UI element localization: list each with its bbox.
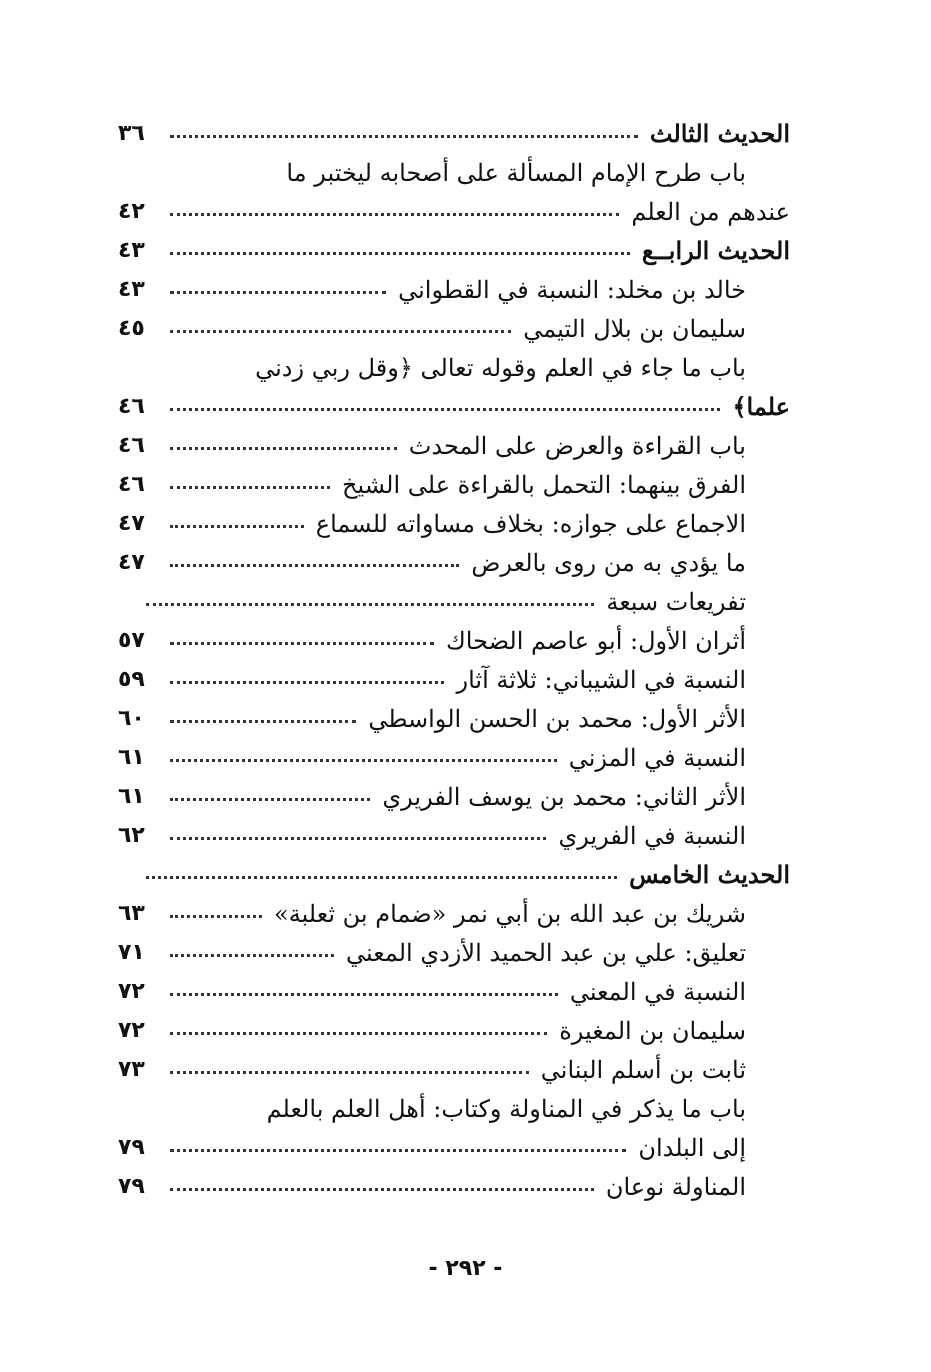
toc-entry-page-number: ٦٠ — [118, 706, 145, 731]
toc-entry — [118, 739, 790, 778]
toc-entry-title: تعليق: علي بن عبد الحميد الأزدي المعني — [346, 939, 746, 967]
table-of-contents — [118, 115, 790, 1207]
dot-leader — [170, 519, 304, 528]
toc-entry — [118, 349, 790, 388]
dot-leader — [170, 1065, 529, 1074]
toc-entry — [118, 232, 790, 271]
toc-entry-title: خالد بن مخلد: النسبة في القطواني — [398, 276, 746, 304]
toc-entry — [118, 778, 790, 817]
toc-entry-title: شريك بن عبد الله بن أبي نمر «ضمام بن ثعلبة» — [274, 900, 746, 928]
dot-leader — [170, 207, 619, 216]
toc-entry-page-number: ٤٧ — [118, 550, 145, 575]
toc-entry-title: النسبة في المزني — [568, 744, 746, 772]
toc-entry — [118, 700, 790, 739]
dot-leader — [170, 675, 444, 684]
toc-entry-title: سليمان بن المغيرة — [559, 1017, 746, 1045]
toc-entry-page-number: ٤٧ — [118, 511, 145, 536]
toc-entry-title: باب ما يذكر في المناولة وكتاب: أهل العلم بالعلم — [266, 1095, 746, 1123]
toc-entry-title: إلى البلدان — [638, 1134, 746, 1162]
toc-entry — [118, 115, 790, 154]
toc-entry — [118, 973, 790, 1012]
dot-leader — [170, 714, 356, 723]
toc-entry-title: عندهم من العلم — [631, 198, 790, 226]
toc-entry-page-number: ٤٢ — [118, 199, 145, 224]
toc-entry-title: باب طرح الإمام المسألة على أصحابه ليختبر ما — [286, 159, 746, 187]
toc-entry — [118, 505, 790, 544]
toc-entry-title: النسبة في الفريري — [558, 822, 746, 850]
dot-leader — [146, 870, 617, 879]
toc-entry-title: الحديث الثالث — [649, 119, 790, 148]
toc-entry — [118, 856, 790, 895]
dot-leader — [170, 636, 434, 645]
toc-entry — [118, 388, 790, 427]
toc-entry-page-number: ٧٢ — [118, 1018, 145, 1043]
dot-leader — [170, 441, 397, 450]
toc-entry-title: المناولة نوعان — [605, 1173, 746, 1201]
toc-entry — [118, 1012, 790, 1051]
toc-entry — [118, 544, 790, 583]
dot-leader — [170, 753, 557, 762]
toc-entry — [118, 583, 790, 622]
toc-entry — [118, 427, 790, 466]
toc-entry-title: أثران الأول: أبو عاصم الضحاك — [446, 627, 746, 655]
dot-leader — [170, 792, 370, 801]
dot-leader — [170, 480, 330, 489]
toc-entry-title: باب ما جاء في العلم وقوله تعالى ﴿وقل ربي زدني — [255, 354, 746, 382]
toc-entry-title: باب القراءة والعرض على المحدث — [408, 432, 746, 460]
toc-entry — [118, 310, 790, 349]
toc-entry-page-number: ٤٦ — [118, 394, 145, 419]
toc-entry-title: علما﴾ — [732, 392, 790, 421]
toc-entry-title: ما يؤدي به من روى بالعرض — [471, 549, 746, 577]
dot-leader — [170, 558, 459, 567]
toc-entry — [118, 1051, 790, 1090]
toc-entry-title: الحديث الخامس — [629, 860, 790, 889]
toc-entry-title: الاجماع على جوازه: بخلاف مساواته للسماع — [315, 510, 746, 538]
toc-entry — [118, 1090, 790, 1129]
toc-entry — [118, 661, 790, 700]
toc-entry-title: النسبة في المعني — [569, 978, 746, 1006]
toc-entry-page-number: ٥٩ — [118, 667, 145, 692]
toc-entry-page-number: ٤٥ — [118, 316, 145, 341]
toc-entry-title: الأثر الأول: محمد بن الحسن الواسطي — [368, 705, 746, 733]
toc-entry — [118, 271, 790, 310]
dot-leader — [170, 129, 638, 138]
dot-leader — [170, 909, 262, 918]
toc-entry-page-number: ٤٣ — [118, 238, 145, 263]
dot-leader — [170, 285, 386, 294]
dot-leader — [146, 597, 594, 606]
toc-entry — [118, 193, 790, 232]
dot-leader — [170, 987, 558, 996]
toc-entry-page-number: ٣٦ — [118, 121, 145, 146]
toc-entry-page-number: ٧٢ — [118, 979, 145, 1004]
dot-leader — [170, 402, 720, 411]
toc-entry — [118, 817, 790, 856]
toc-entry-page-number: ٤٦ — [118, 472, 145, 497]
toc-entry-title: الفرق بينهما: التحمل بالقراءة على الشيخ — [341, 471, 746, 499]
toc-entry — [118, 934, 790, 973]
toc-entry-page-number: ٦٢ — [118, 823, 145, 848]
toc-entry-title: الحديث الرابــع — [641, 236, 790, 265]
dot-leader — [170, 1182, 594, 1191]
toc-entry-page-number: ٥٧ — [118, 628, 145, 653]
toc-entry-title: النسبة في الشيباني: ثلاثة آثار — [456, 666, 746, 694]
toc-entry — [118, 895, 790, 934]
toc-entry-page-number: ٧٣ — [118, 1057, 145, 1082]
toc-entry-page-number: ٧٩ — [118, 1135, 145, 1160]
dot-leader — [170, 324, 511, 333]
toc-entry-title: تفريعات سبعة — [606, 588, 746, 616]
toc-entry-page-number: ٦١ — [118, 784, 145, 809]
toc-entry-page-number: ٧٩ — [118, 1174, 145, 1199]
toc-entry-page-number: ٤٦ — [118, 433, 145, 458]
toc-entry-title: سليمان بن بلال التيمي — [523, 315, 746, 343]
toc-entry — [118, 1168, 790, 1207]
dot-leader — [170, 1026, 547, 1035]
page-number: - ٢٩٢ - — [428, 1256, 503, 1281]
toc-entry-page-number: ٦٣ — [118, 901, 145, 926]
dot-leader — [170, 1143, 626, 1152]
toc-entry-title: الأثر الثاني: محمد بن يوسف الفريري — [382, 783, 746, 811]
toc-entry-page-number: ٦١ — [118, 745, 145, 770]
toc-entry-page-number: ٤٣ — [118, 277, 145, 302]
toc-entry — [118, 622, 790, 661]
toc-entry-page-number: ٧١ — [118, 940, 145, 965]
dot-leader — [170, 246, 630, 255]
dot-leader — [170, 948, 334, 957]
toc-entry — [118, 466, 790, 505]
toc-entry — [118, 1129, 790, 1168]
dot-leader — [170, 831, 546, 840]
toc-entry-title: ثابت بن أسلم البناني — [540, 1056, 746, 1084]
toc-entry — [118, 154, 790, 193]
